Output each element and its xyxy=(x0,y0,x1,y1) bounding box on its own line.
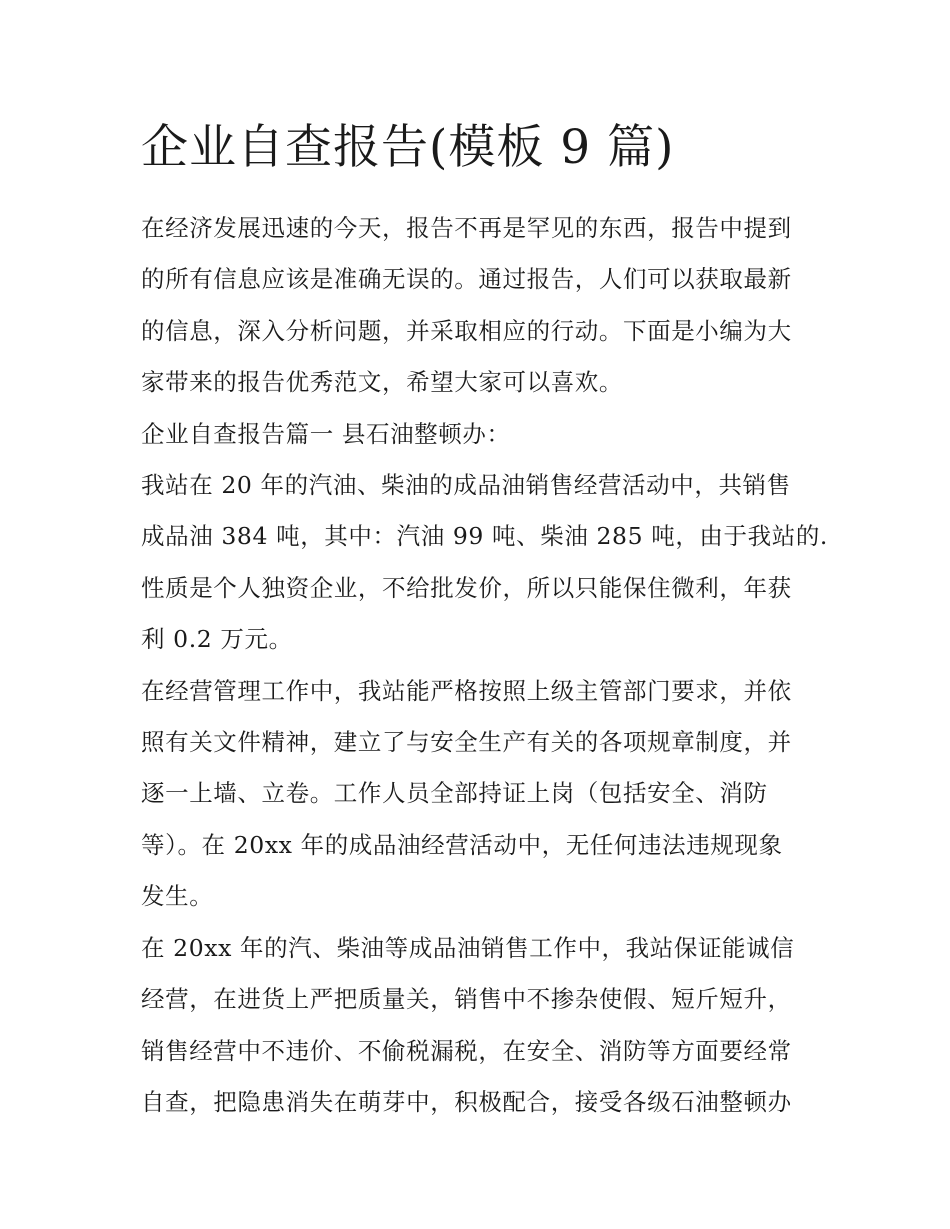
paragraph-line: 利 0.2 万元。 xyxy=(141,625,293,654)
paragraph-line: 发生。 xyxy=(141,882,214,911)
paragraph-line: 自查，把隐患消失在萌芽中，积极配合，接受各级石油整顿办 xyxy=(141,1087,792,1116)
intro-paragraph xyxy=(141,203,821,409)
paragraph-line: 成品油 384 吨，其中：汽油 99 吨、柴油 285 吨，由于我站的. xyxy=(141,522,829,551)
paragraph-line: 的所有信息应该是准确无误的。通过报告，人们可以获取最新 xyxy=(141,265,792,294)
paragraph-line: 逐一上墙、立卷。工作人员全部持证上岗（包括安全、消防 xyxy=(141,779,768,808)
paragraph-line: 销售经营中不违价、不偷税漏税，在安全、消防等方面要经常 xyxy=(141,1036,792,1065)
management-paragraph xyxy=(141,666,821,923)
paragraph-line: 我站在 20 年的汽油、柴油的成品油销售经营活动中，共销售 xyxy=(141,471,791,500)
sales-paragraph xyxy=(141,460,829,666)
paragraph-line: 性质是个人独资企业，不给批发价，所以只能保住微利，年获 xyxy=(141,573,792,602)
paragraph-line: 在经营管理工作中，我站能严格按照上级主管部门要求，并依 xyxy=(141,676,792,705)
document-title: 企业自查报告(模板 9 篇) xyxy=(141,120,675,175)
paragraph-line: 在经济发展迅速的今天，报告不再是罕见的东西，报告中提到 xyxy=(141,214,792,242)
paragraph-line: 照有关文件精神，建立了与安全生产有关的各项规章制度，并 xyxy=(141,728,792,757)
paragraph-line: 等）。在 20xx 年的成品油经营活动中，无任何违法违规现象 xyxy=(141,830,783,859)
section-heading: 企业自查报告篇一 县石油整顿办： xyxy=(141,419,511,448)
paragraph-line: 经营，在进货上严把质量关，销售中不掺杂使假、短斤短升， xyxy=(141,985,792,1014)
operations-paragraph xyxy=(141,923,821,1129)
paragraph-line: 的信息，深入分析问题，并采取相应的行动。下面是小编为大 xyxy=(141,316,792,345)
paragraph-line: 家带来的报告优秀范文，希望大家可以喜欢。 xyxy=(141,368,623,397)
document-body xyxy=(141,112,829,1128)
section-heading-paragraph xyxy=(141,409,821,460)
paragraph-line: 在 20xx 年的汽、柴油等成品油销售工作中，我站保证能诚信 xyxy=(141,933,795,962)
